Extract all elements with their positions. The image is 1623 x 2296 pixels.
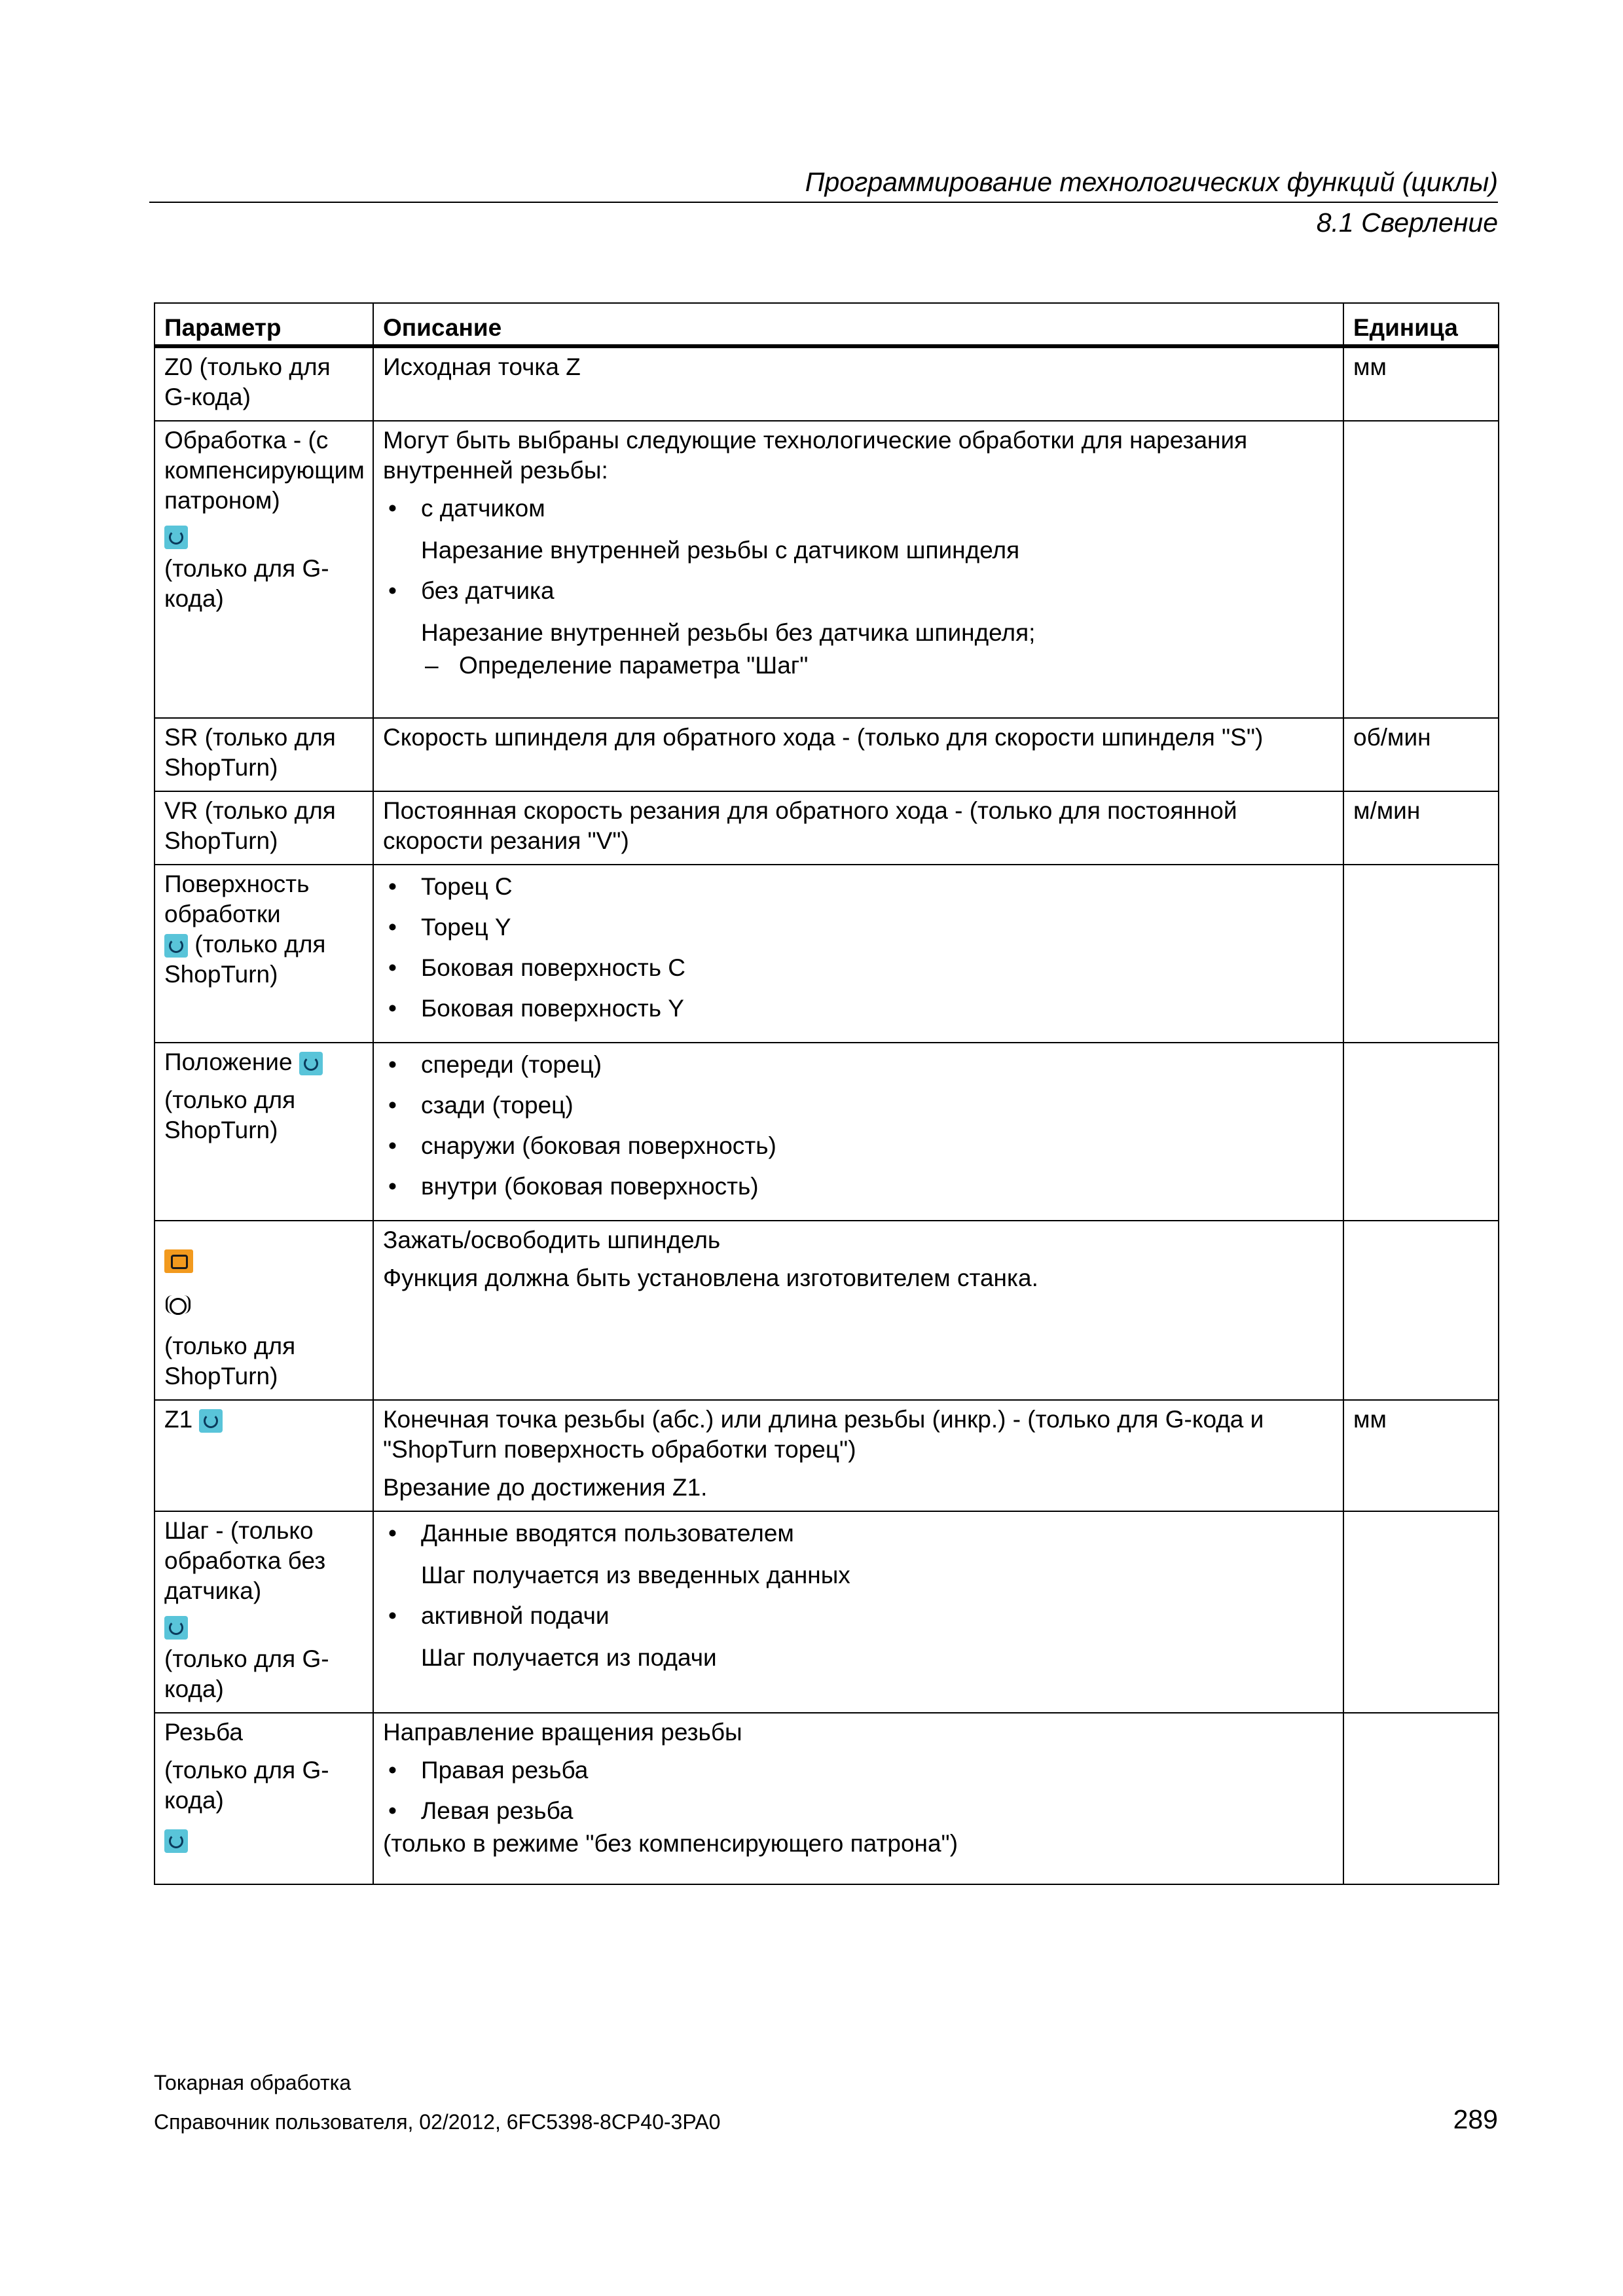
list-item: • Боковая поверхность C (383, 953, 1334, 983)
table-row (155, 865, 1499, 1043)
unit-cell: об/мин (1343, 718, 1499, 791)
list-item: • без датчика Нарезание внутренней резьбы без датчика шпинделя; (383, 576, 1334, 648)
param-cell: SR (только для ShopTurn) (155, 718, 373, 791)
footer-document-id: Справочник пользователя, 02/2012, 6FC5398-8CP40-3PA0 (154, 2110, 721, 2134)
option-list (383, 1518, 1334, 1673)
list-item: • Боковая поверхность Y (383, 994, 1334, 1024)
list-item: • Торец Y (383, 912, 1334, 942)
option-list (383, 493, 1334, 648)
running-header (149, 162, 1498, 242)
description-cell: Скорость шпинделя для обратного хода - (только для скорости шпинделя "S") (373, 718, 1343, 791)
column-header-parameter: Параметр (155, 303, 373, 346)
param-cell: Z1 (155, 1400, 373, 1511)
list-item: • Правая резьба (383, 1755, 1334, 1785)
table-row (155, 421, 1499, 718)
table-row (155, 791, 1499, 865)
table-row (155, 1713, 1499, 1884)
table-row (155, 1511, 1499, 1713)
footer (154, 2063, 720, 2142)
option-list (383, 1755, 1334, 1826)
unit-cell (1343, 1221, 1499, 1400)
chapter-title: Программирование технологических функций (циклы) (805, 167, 1498, 197)
list-item: • Левая резьба (383, 1796, 1334, 1826)
description-cell (373, 865, 1343, 1043)
list-item: • активной подачи Шаг получается из подачи (383, 1601, 1334, 1673)
unit-cell (1343, 421, 1499, 718)
option-list (383, 1050, 1334, 1202)
description-cell: Направление вращения резьбы • Правая резьба • Левая резьба (только в режиме "без компенсирующего патрона") (373, 1713, 1343, 1884)
unit-cell (1343, 1511, 1499, 1713)
cycle-toggle-icon[interactable] (164, 934, 188, 958)
option-list (383, 872, 1334, 1024)
list-item: • Данные вводятся пользователем Шаг получается из введенных данных (383, 1518, 1334, 1590)
description-cell: Конечная точка резьбы (абс.) или длина резьбы (инкр.) - (только для G-кода и "ShopTurn поверхность обработки торец") Врезание до достижения Z1. (373, 1400, 1343, 1511)
cycle-toggle-icon[interactable] (299, 1052, 323, 1075)
spindle-release-icon[interactable] (164, 1294, 191, 1318)
unit-cell (1343, 1043, 1499, 1221)
description-cell (373, 1043, 1343, 1221)
parameter-table (154, 302, 1499, 1885)
param-cell: Шаг - (только обработка без датчика) (только для G-кода) (155, 1511, 373, 1713)
column-header-description: Описание (373, 303, 1343, 346)
section-title: 8.1 Сверление (1316, 207, 1498, 238)
param-cell: Обработка - (с компенсирующим патроном) (только для G-кода) (155, 421, 373, 718)
sub-option-list (383, 651, 1334, 681)
description-cell (373, 1511, 1343, 1713)
unit-cell: м/мин (1343, 791, 1499, 865)
unit-cell (1343, 865, 1499, 1043)
table-row (155, 1043, 1499, 1221)
list-item: • внутри (боковая поверхность) (383, 1172, 1334, 1202)
list-item: • спереди (торец) (383, 1050, 1334, 1080)
param-cell: Резьба (только для G-кода) (155, 1713, 373, 1884)
table-header-row (155, 303, 1499, 346)
unit-cell (1343, 1713, 1499, 1884)
table-row (155, 1400, 1499, 1511)
param-cell: Поверхность обработки (только для ShopTurn) (155, 865, 373, 1043)
footer-product: Токарная обработка (154, 2071, 352, 2094)
description-cell: Зажать/освободить шпиндель Функция должна быть установлена изготовителем станка. (373, 1221, 1343, 1400)
table-row (155, 346, 1499, 421)
column-header-unit: Единица (1343, 303, 1499, 346)
page-number: 289 (1453, 2104, 1498, 2134)
param-cell: Положение (только для ShopTurn) (155, 1043, 373, 1221)
cycle-toggle-icon[interactable] (164, 1829, 188, 1853)
table-row (155, 1221, 1499, 1400)
list-item: – Определение параметра "Шаг" (383, 651, 1334, 681)
cycle-toggle-icon[interactable] (164, 526, 188, 549)
param-cell: Z0 (только для G-кода) (155, 346, 373, 421)
list-item: • Торец C (383, 872, 1334, 902)
description-cell: Постоянная скорость резания для обратного хода - (только для постоянной скорости резания "V") (373, 791, 1343, 865)
param-cell: VR (только для ShopTurn) (155, 791, 373, 865)
description-cell: Могут быть выбраны следующие технологические обработки для нарезания внутренней резьбы: • с датчиком Нарезание внутренней резьбы с датчиком шпинделя • без датчика Нарезание внутренней резьбы без датчика шпинделя; – Определение параметра "Шаг" (373, 421, 1343, 718)
cycle-toggle-icon[interactable] (164, 1616, 188, 1640)
spindle-clamp-icon[interactable] (164, 1249, 193, 1273)
description-cell: Исходная точка Z (373, 346, 1343, 421)
cycle-toggle-icon[interactable] (199, 1409, 223, 1433)
unit-cell: мм (1343, 346, 1499, 421)
list-item: • сзади (торец) (383, 1090, 1334, 1121)
list-item: • с датчиком Нарезание внутренней резьбы с датчиком шпинделя (383, 493, 1334, 565)
unit-cell: мм (1343, 1400, 1499, 1511)
table-row (155, 718, 1499, 791)
list-item: • снаружи (боковая поверхность) (383, 1131, 1334, 1161)
param-cell: (только для ShopTurn) (155, 1221, 373, 1400)
